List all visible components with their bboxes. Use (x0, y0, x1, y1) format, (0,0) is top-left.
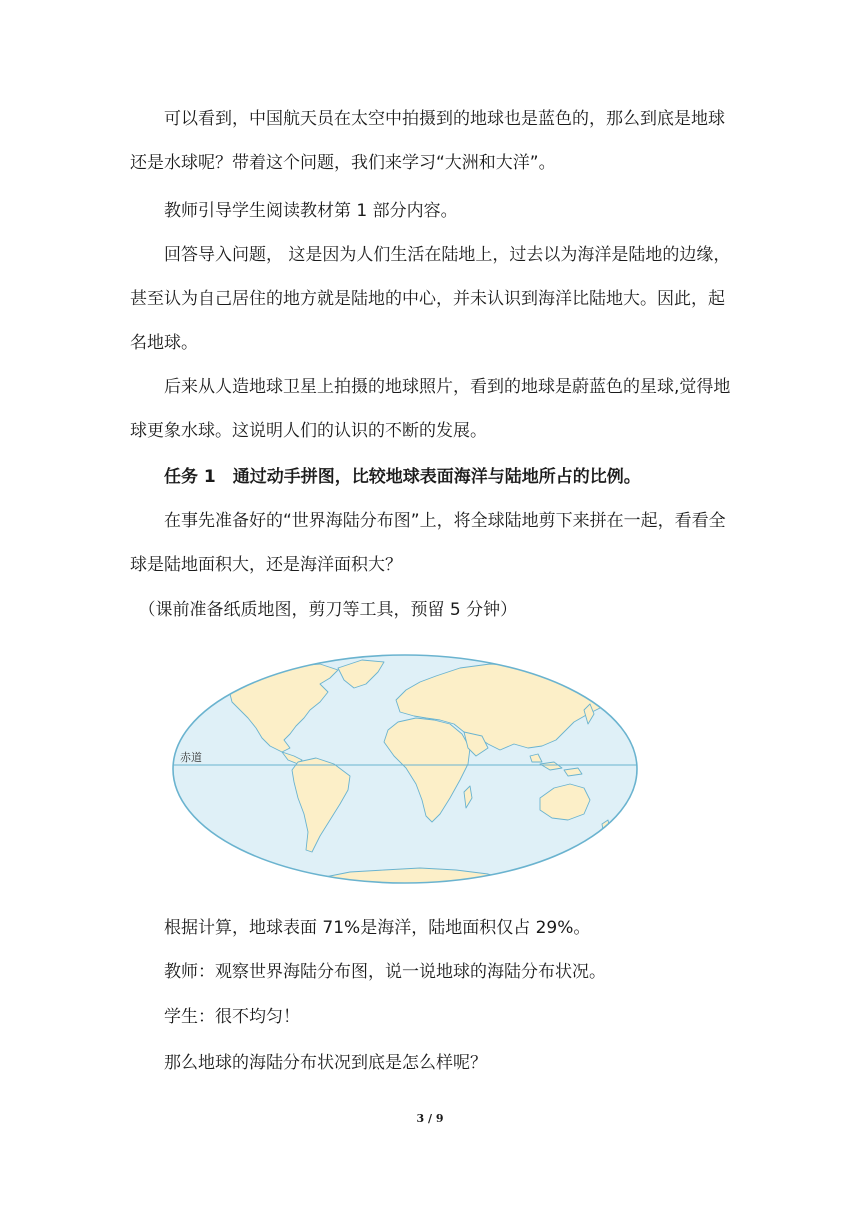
paragraph-intro: 可以看到，中国航天员在太空中拍摄到的地球也是蓝色的，那么到底是地球还是水球呢？带着这个问题，我们来学习“大洲和大洋”。 (130, 109, 725, 173)
page-number: 3 / 9 (416, 1112, 444, 1125)
paragraph-student-answer: 学生：很不均匀！ (130, 1007, 300, 1027)
task-note: （课前准备纸质地图，剪刀等工具，预留 5 分钟） (130, 600, 518, 620)
paragraph-calculation: 根据计算，地球表面 71%是海洋，陆地面积仅占 29%。 (130, 918, 591, 938)
world-land-sea-map (170, 652, 640, 888)
paragraph-teacher-question: 教师：观察世界海陆分布图，说一说地球的海陆分布状况。 (130, 962, 606, 982)
paragraph-answer: 回答导入问题， 这是因为人们生活在陆地上，过去以为海洋是陆地的边缘，甚至认为自己居住的地方就是陆地的中心，并未认识到海洋比陆地大。因此，起名地球。 (130, 245, 731, 353)
task-heading: 任务 1 通过动手拼图，比较地球表面海洋与陆地所占的比例。 (130, 467, 641, 487)
equator-label: 赤道 (180, 751, 202, 764)
paragraph-teacher-guide: 教师引导学生阅读教材第 1 部分内容。 (130, 201, 458, 221)
paragraph-closing-question: 那么地球的海陆分布状况到底是怎么样呢？ (130, 1053, 487, 1073)
paragraph-satellite: 后来从人造地球卫星上拍摄的地球照片，看到的地球是蔚蓝色的星球,觉得地球更象水球。这说明人们的认识的不断的发展。 (130, 377, 731, 441)
task-body: 在事先准备好的“世界海陆分布图”上，将全球陆地剪下来拼在一起，看看全球是陆地面积大，还是海洋面积大？ (130, 511, 726, 575)
